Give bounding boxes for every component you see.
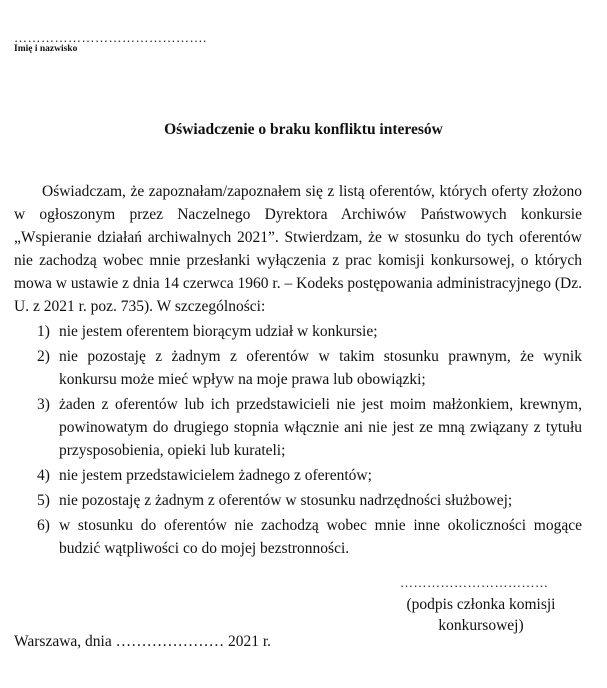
document-title: Oświadczenie o braku konfliktu interesów	[164, 121, 443, 138]
name-label: Imię i nazwisko	[14, 44, 78, 54]
list-item	[14, 393, 582, 462]
list-item	[14, 489, 582, 512]
declaration-paragraph: Oświadczam, że zapoznałam/zapoznałem się z listą oferentów, których oferty złożono w ogłoszonym przez Naczelnego Dyrektora Archiwów Państwowych konkursie „Wspieranie działań archiwalnych 2021”. Stwierdzam, że w stosunku do tych oferentów nie zachodzą wobec mnie przesłanki wyłączenia z prac komisji konkursowej, o których mowa w ustawie z dnia 14 czerwca 1960 r. – Kodeks postępowania administracyjnego (Dz. U. z 2021 r. poz. 735). W szczególności:	[14, 183, 582, 315]
declaration-list	[14, 320, 582, 562]
list-item-number: 2)	[37, 348, 50, 365]
list-item-text: nie jestem oferentem biorącym udział w konkursie;	[59, 323, 378, 340]
list-item-number: 5)	[37, 492, 50, 509]
list-item-text: żaden z oferentów lub ich przedstawicieli nie jest moim małżonkiem, krewnym, powinowatym do drugiego stopnia włącznie ani nie jest ze mną związany z tytułu przysposobienia, opieki lub kurateli;	[59, 396, 582, 459]
list-item-text: nie jestem przedstawicielem żadnego z oferentów;	[59, 467, 372, 484]
list-item-text: nie pozostaję z żadnym z oferentów w stosunku nadrzędności służbowej;	[59, 492, 513, 509]
list-item-text: nie pozostaję z żadnym z oferentów w takim stosunku prawnym, że wynik konkursu może mieć wpływ na moje prawa lub obowiązki;	[59, 348, 582, 388]
list-item	[14, 320, 582, 343]
signature-dotted-line: ……………………………	[400, 575, 549, 590]
list-item-number: 6)	[37, 517, 50, 534]
list-item-number: 4)	[37, 467, 50, 484]
signature-label: (podpis członka komisji konkursowej)	[406, 596, 556, 634]
list-item-number: 3)	[37, 396, 50, 413]
list-item	[14, 464, 582, 487]
list-item-number: 1)	[37, 323, 50, 340]
name-dotted-line: …………………………………….	[14, 30, 207, 45]
place-date-line: Warszawa, dnia ………………… 2021 r.	[14, 633, 272, 650]
list-item	[14, 514, 582, 560]
list-item	[14, 345, 582, 391]
list-item-text: w stosunku do oferentów nie zachodzą wobec mnie inne okoliczności mogące budzić wątpliwości co do mojej bezstronności.	[59, 517, 582, 557]
